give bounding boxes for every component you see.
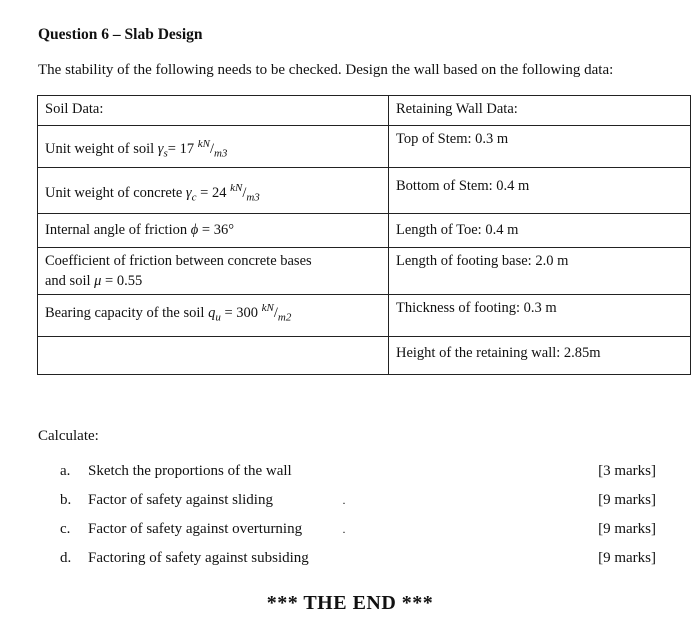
task-text: Sketch the proportions of the wall bbox=[88, 463, 292, 479]
coeff-friction-value: = 0.55 bbox=[101, 273, 143, 289]
list-item bbox=[60, 492, 660, 521]
q-symbol: q bbox=[208, 304, 216, 321]
bearing-capacity-label: Bearing capacity of the soil bbox=[45, 304, 205, 321]
mu-symbol: μ bbox=[94, 273, 102, 289]
soil-data-header: Soil Data: bbox=[38, 96, 389, 126]
bearing-capacity-cell: Bearing capacity of the soil $q_u = 300$ $^{kN}/_{m2}$ bbox=[38, 295, 389, 337]
table-row bbox=[38, 168, 691, 214]
unit-denominator: m3 bbox=[246, 191, 260, 204]
table-row bbox=[38, 214, 691, 248]
task-letter: c. bbox=[60, 521, 71, 537]
q-subscript: u bbox=[215, 311, 221, 324]
length-footing-cell: Length of footing base: 2.0 m bbox=[389, 248, 691, 295]
task-letter: a. bbox=[60, 463, 71, 479]
phi-symbol: ϕ bbox=[190, 222, 199, 238]
task-marks: [9 marks] bbox=[598, 521, 656, 537]
list-item bbox=[60, 550, 660, 579]
task-text: Factoring of safety against subsiding bbox=[88, 550, 309, 566]
stray-dot: · bbox=[342, 525, 346, 539]
task-list bbox=[60, 463, 660, 579]
task-text: Factor of safety against sliding bbox=[88, 492, 273, 508]
unit-denominator: m3 bbox=[213, 147, 228, 160]
intro-text: The stability of the following needs to be checked. Design the wall based on the following data: bbox=[38, 62, 614, 78]
question-title: Question 6 – Slab Design bbox=[38, 26, 203, 43]
list-item bbox=[60, 463, 660, 492]
end-text: *** THE END *** bbox=[266, 592, 434, 614]
coeff-friction-cell bbox=[38, 248, 389, 295]
length-toe-cell: Length of Toe: 0.4 m bbox=[389, 214, 691, 248]
table-row bbox=[38, 295, 691, 337]
unit-numerator: kN bbox=[230, 182, 243, 194]
task-marks: [9 marks] bbox=[598, 550, 656, 566]
task-letter: b. bbox=[60, 492, 72, 508]
gamma-subscript: s bbox=[163, 147, 168, 160]
calculate-label: Calculate: bbox=[38, 428, 99, 444]
gamma-symbol: γ bbox=[157, 140, 164, 157]
empty-cell bbox=[38, 337, 389, 375]
height-wall-cell: Height of the retaining wall: 2.85m bbox=[389, 337, 691, 375]
stray-dot: · bbox=[342, 496, 346, 510]
top-stem-cell: Top of Stem: 0.3 m bbox=[389, 126, 691, 168]
bearing-capacity-value: = 300 bbox=[220, 304, 259, 321]
friction-angle-label: Internal angle of friction bbox=[45, 222, 188, 238]
task-letter: d. bbox=[60, 550, 72, 566]
data-table bbox=[37, 95, 691, 375]
table-row bbox=[38, 96, 691, 126]
thickness-footing-cell: Thickness of footing: 0.3 m bbox=[389, 295, 691, 337]
table-row bbox=[38, 248, 691, 295]
task-text: Factor of safety against overturning bbox=[88, 521, 303, 537]
friction-angle-cell bbox=[38, 214, 389, 248]
unit-weight-soil-cell: Unit weight of soil $\gamma_s= 17$ $^{kN}/_{m3}$ bbox=[38, 126, 389, 168]
table-row bbox=[38, 337, 691, 375]
gamma-symbol: γ bbox=[185, 184, 192, 201]
unit-numerator: kN bbox=[197, 138, 210, 150]
task-marks: [9 marks] bbox=[598, 492, 656, 508]
bottom-stem-cell: Bottom of Stem: 0.4 m bbox=[389, 168, 691, 214]
coeff-friction-line2: and soil μ = 0.55 bbox=[45, 273, 143, 289]
unit-weight-soil-value: = 17 bbox=[167, 140, 195, 157]
list-item bbox=[60, 521, 660, 550]
table-row bbox=[38, 126, 691, 168]
unit-weight-soil-label: Unit weight of soil bbox=[45, 140, 155, 157]
unit-denominator: m2 bbox=[277, 311, 292, 324]
friction-angle-value: = 36° bbox=[198, 222, 234, 238]
unit-weight-concrete-cell: Unit weight of concrete $\gamma_c = 24$ $^{kN}/_{m3}$ bbox=[38, 168, 389, 214]
unit-weight-concrete-label: Unit weight of concrete bbox=[45, 184, 183, 201]
coeff-friction-line1: Coefficient of friction between concrete bases bbox=[45, 253, 312, 269]
unit-weight-concrete-value: = 24 bbox=[196, 184, 227, 201]
wall-data-header: Retaining Wall Data: bbox=[389, 96, 691, 126]
unit-numerator: kN bbox=[261, 302, 274, 314]
gamma-subscript: c bbox=[191, 191, 197, 204]
task-marks: [3 marks] bbox=[598, 463, 656, 479]
